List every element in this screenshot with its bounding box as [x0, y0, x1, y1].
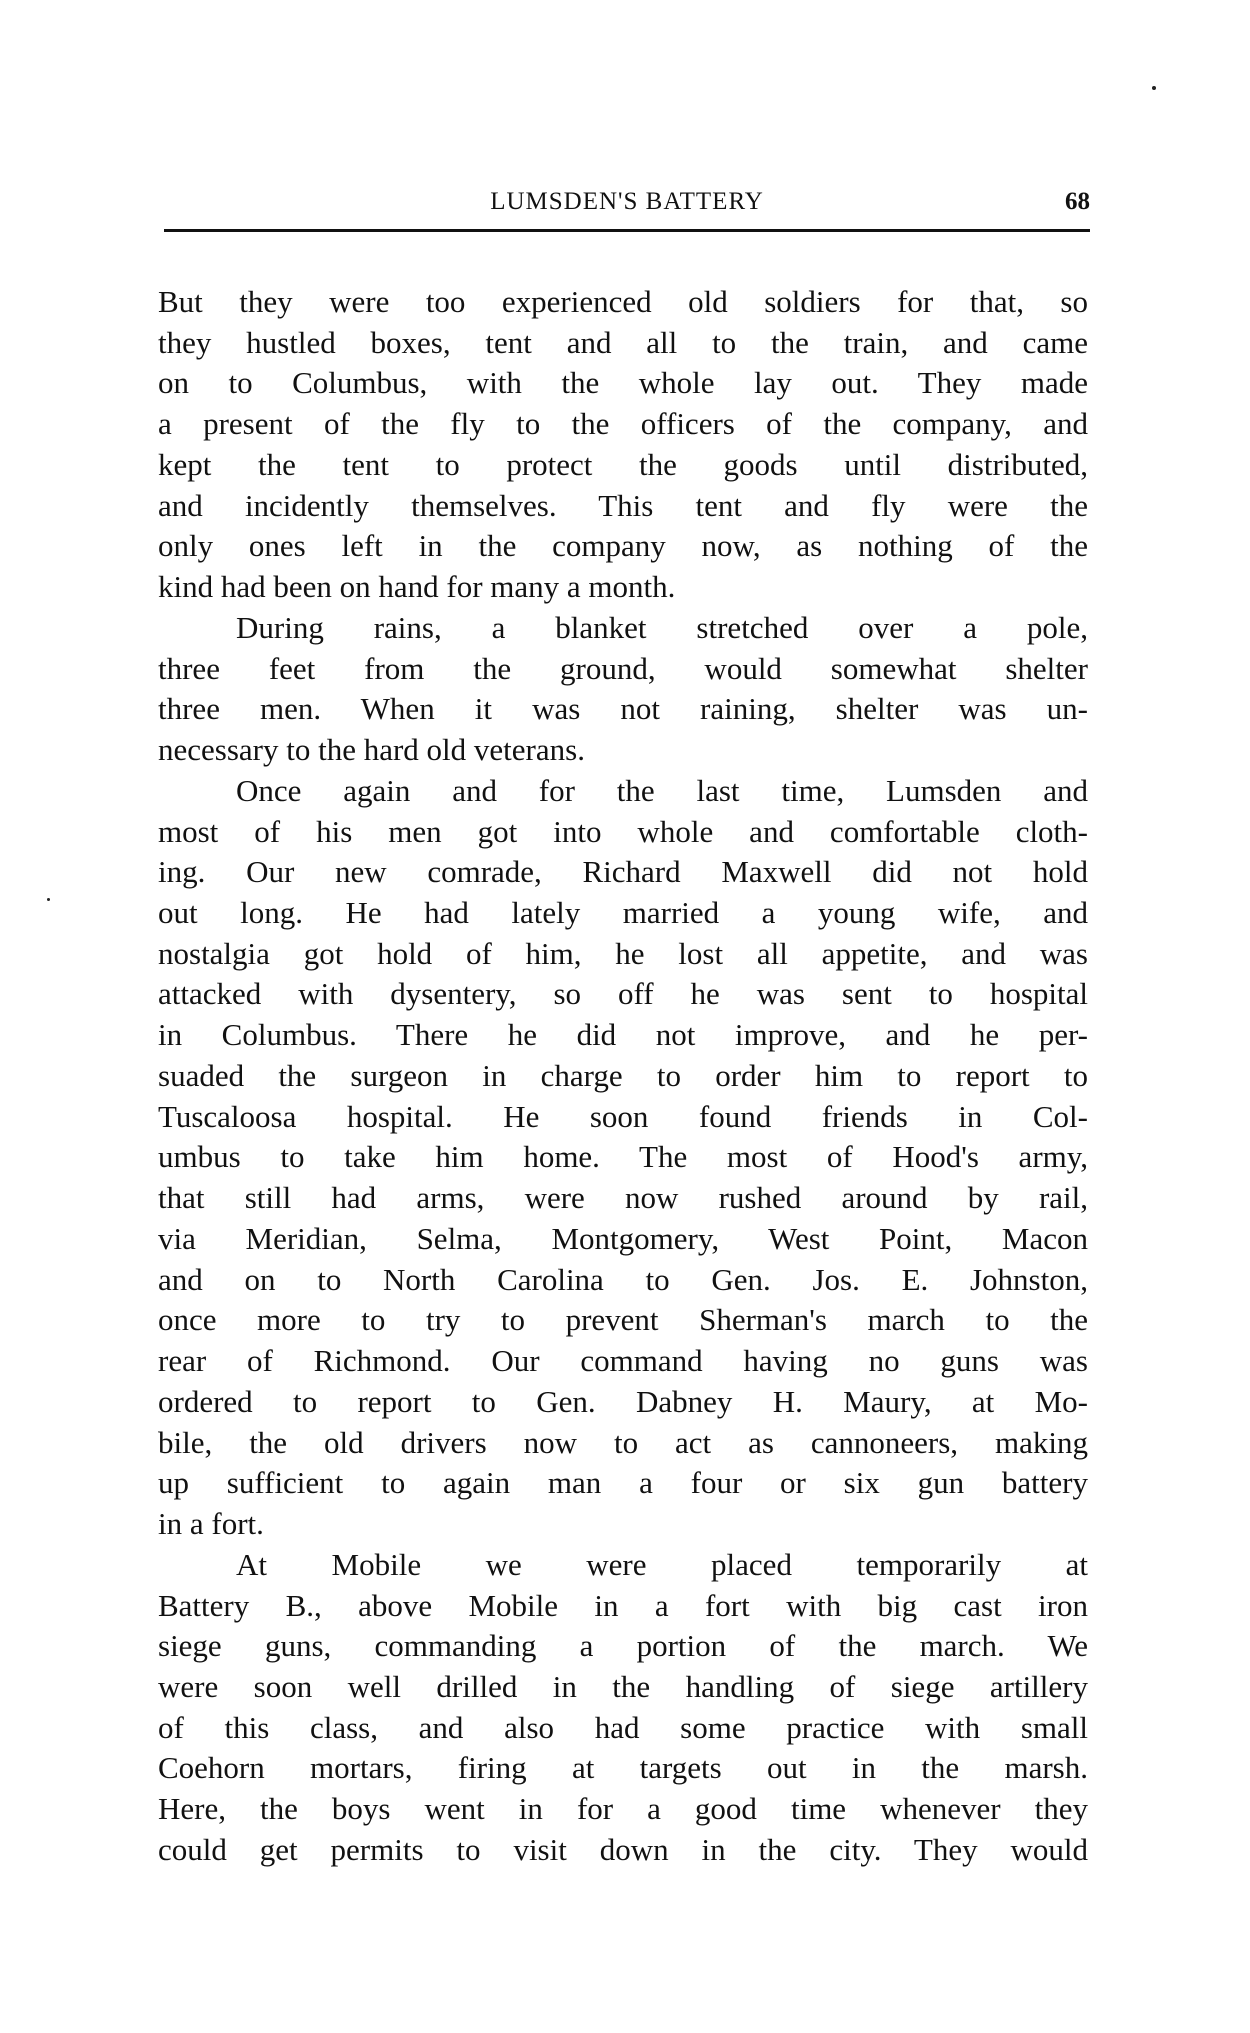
text-line: and incidently themselves. This tent and fly were the — [158, 487, 1088, 523]
text-line: were soon well drilled in the handling of siege artillery — [158, 1668, 1088, 1704]
print-speck — [1152, 86, 1156, 90]
text-line: a present of the fly to the officers of the company, and — [158, 406, 1088, 442]
text-line: kept the tent to protect the goods until distributed, — [158, 446, 1088, 482]
text-line: attacked with dysentery, so off he was sent to hospital — [158, 976, 1088, 1012]
text-line: that still had arms, were now rushed around by rail, — [158, 1180, 1088, 1216]
text-line: Coehorn mortars, firing at targets out in the marsh. — [158, 1750, 1088, 1786]
text-line: kind had been on hand for many a month. — [158, 569, 676, 605]
page-number: 68 — [1065, 188, 1090, 215]
text-line: Battery B., above Mobile in a fort with big cast iron — [158, 1587, 1088, 1623]
text-line: three men. When it was not raining, shelter was un- — [158, 691, 1088, 727]
text-line: rear of Richmond. Our command having no guns was — [158, 1343, 1088, 1379]
text-line: via Meridian, Selma, Montgomery, West Point, Macon — [158, 1220, 1088, 1256]
text-line: in Columbus. There he did not improve, and he per- — [158, 1017, 1088, 1053]
print-speck — [47, 898, 50, 901]
text-line: out long. He had lately married a young wife, and — [158, 895, 1088, 931]
text-line: and on to North Carolina to Gen. Jos. E. Johnston, — [158, 1261, 1088, 1297]
body-text — [158, 282, 1088, 1871]
text-line: could get permits to visit down in the city. They would — [158, 1831, 1088, 1867]
text-line: Here, the boys went in for a good time whenever they — [158, 1791, 1088, 1827]
text-line: suaded the surgeon in charge to order him to report to — [158, 1057, 1088, 1093]
running-header — [164, 182, 1090, 222]
text-line: ordered to report to Gen. Dabney H. Maury, at Mo- — [158, 1383, 1088, 1419]
text-line: necessary to the hard old veterans. — [158, 732, 585, 768]
text-line: siege guns, commanding a portion of the march. We — [158, 1628, 1088, 1664]
text-line: up sufficient to again man a four or six gun battery — [158, 1465, 1088, 1501]
text-line: bile, the old drivers now to act as cannoneers, making — [158, 1424, 1088, 1460]
text-line: At Mobile we were placed temporarily at — [236, 1546, 1088, 1582]
text-line: three feet from the ground, would somewhat shelter — [158, 650, 1088, 686]
text-line: of this class, and also had some practice with small — [158, 1709, 1088, 1745]
text-line: in a fort. — [158, 1506, 264, 1542]
text-line: they hustled boxes, tent and all to the train, and came — [158, 324, 1088, 360]
text-line: most of his men got into whole and comfortable cloth- — [158, 813, 1088, 849]
text-line: During rains, a blanket stretched over a pole, — [236, 609, 1088, 645]
text-line: ing. Our new comrade, Richard Maxwell did not hold — [158, 854, 1088, 890]
text-line: Tuscaloosa hospital. He soon found friends in Col- — [158, 1098, 1088, 1134]
text-line: nostalgia got hold of him, he lost all appetite, and was — [158, 935, 1088, 971]
running-title: LUMSDEN'S BATTERY — [490, 188, 764, 215]
text-line: on to Columbus, with the whole lay out. They made — [158, 365, 1088, 401]
text-line: Once again and for the last time, Lumsden and — [236, 772, 1088, 808]
header-rule — [164, 229, 1090, 232]
text-line: once more to try to prevent Sherman's march to the — [158, 1302, 1088, 1338]
text-line: But they were too experienced old soldiers for that, so — [158, 284, 1088, 319]
text-line: umbus to take him home. The most of Hood's army, — [158, 1139, 1088, 1175]
text-line: only ones left in the company now, as nothing of the — [158, 528, 1088, 564]
